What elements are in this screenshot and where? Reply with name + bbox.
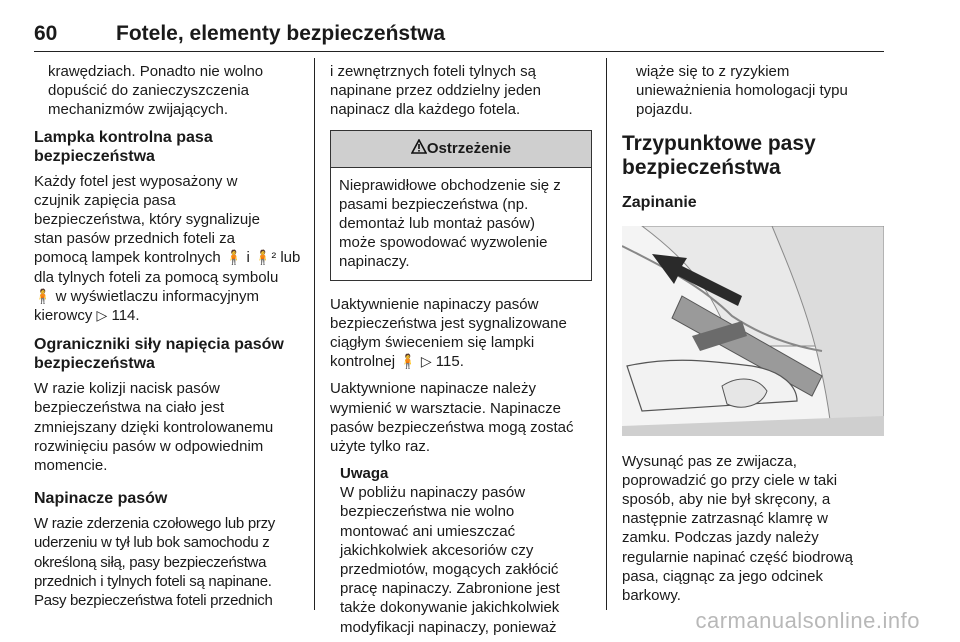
heading-three-point-belts: Trzypunktowe pasy bezpieczeństwa	[622, 131, 816, 179]
column-2	[330, 62, 592, 637]
page-title: Fotele, elementy bezpieczeństwa	[116, 22, 446, 45]
warning-header	[331, 131, 591, 168]
column-1	[34, 62, 302, 610]
seatbelt-icon: 🧍	[224, 249, 243, 266]
seatbelt-rear-icon: 🧍²	[254, 249, 277, 266]
intro-text: i zewnętrznych foteli tylnych są napinane przez oddzielny jeden napinacz dla każdego fotela.	[330, 63, 541, 119]
column-divider	[606, 58, 607, 610]
heading-pretensioners: Napinacze pasów	[34, 490, 168, 508]
activation-text: Uaktywnienie napinaczy pasów bezpieczeństwa jest sygnalizowane ciągłym świeceniem się lampki kontrolnej 🧍 ▷ 115.	[330, 295, 567, 371]
heading-force-limiters: Ograniczniki siły napięcia pasów bezpieczeństwa	[34, 336, 284, 373]
pretensioner-icon: 🧍	[399, 353, 417, 370]
pretensioners-text: W razie zderzenia czołowego lub przy uderzeniu w tył lub bok samochodu z określoną siłą, pasy bezpieczeństwa przednich i tylnych foteli są napinane. Pasy bezpieczeństwa foteli przednich	[34, 515, 275, 610]
note-title: Uwaga	[340, 465, 389, 483]
heading-fastening: Zapinanie	[622, 193, 697, 211]
note-box: Uwaga W pobliżu napinaczy pasów bezpieczeństwa nie wolno montować ani umieszczać jakichkolwiek akcesoriów czy przedmiotów, mogących zakłócić pracę napinaczy. Zabronione jest także dokonywanie jakichkolwiek modyfikacji napinaczy, ponieważ	[330, 464, 592, 637]
force-limiters-text: W razie kolizji nacisk pasów bezpieczeństwa na ciało jest zmniejszany dzięki kontrolowanemu rozwinięciu pasów w odpowiednim momencie.	[34, 380, 274, 475]
warning-triangle-icon	[411, 139, 427, 158]
page-number: 60	[34, 22, 58, 45]
triangle-reference-icon[interactable]: ▷	[96, 307, 108, 324]
warning-title: Ostrzeżenie	[426, 140, 512, 158]
page-reference-link[interactable]: 114.	[111, 307, 140, 325]
note-continuation: wiąże się to z ryzykiem unieważnienia homologacji typu pojazdu.	[636, 63, 848, 119]
triangle-reference-icon[interactable]: ▷	[420, 353, 432, 370]
column-divider	[314, 58, 315, 610]
fastening-text: Wysunąć pas ze zwijacza, poprowadzić go przy ciele w taki sposób, aby nie był skręcony, a następnie zatrzasnąć klamrę w zamku. Podczas jazdy należy regularnie napinać część biodrową pasa, ciągnąc za jego odcinek barkowy.	[622, 452, 853, 605]
page-reference-link[interactable]: 115.	[435, 353, 464, 371]
header-rule	[34, 51, 884, 52]
replace-text: Uaktywnione napinacze należy wymienić w warsztacie. Napinacze pasów bezpieczeństwa mogą zostać użyte tylko raz.	[330, 380, 574, 456]
column-3	[622, 62, 892, 605]
warning-body: Nieprawidłowe obchodzenie się z pasami bezpieczeństwa (np. demontaż lub montaż pasów) może spowodować wyzwolenie napinaczy.	[339, 176, 561, 271]
intro-text: krawędziach. Ponadto nie wolno dopuścić do zanieczyszczenia mechanizmów zwijających.	[48, 63, 264, 119]
seatbelt-lamp-text: Każdy fotel jest wyposażony w czujnik zapięcia pasa bezpieczeństwa, który sygnalizuje stan pasów przednich foteli za pomocą lampek kontrolnych 🧍 i 🧍² lub dla tylnych foteli za pomocą symbolu 🧍 w wyświetlaczu informacyjnym kierowcy ▷ 114.	[34, 172, 301, 325]
page-header	[0, 0, 960, 52]
seatbelt-icon: 🧍	[34, 287, 52, 304]
warning-box	[330, 130, 592, 281]
seatbelt-illustration	[622, 226, 884, 436]
watermark: carmanualsonline.info	[695, 608, 920, 633]
heading-seatbelt-lamp: Lampka kontrolna pasa bezpieczeństwa	[34, 128, 213, 165]
